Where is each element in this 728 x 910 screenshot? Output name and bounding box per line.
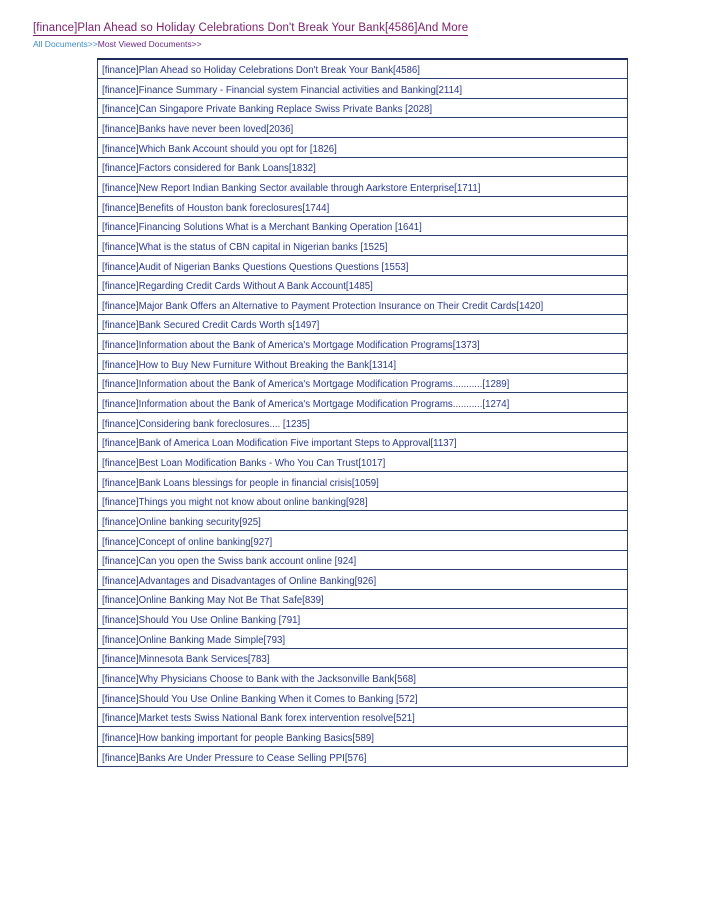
document-row	[98, 511, 628, 531]
document-link[interactable]: [finance]Information about the Bank of America's Mortgage Modification Programs...........[1274]	[102, 399, 510, 411]
document-cell	[98, 629, 628, 649]
document-cell	[98, 471, 628, 491]
document-row	[98, 138, 628, 158]
document-cell	[98, 138, 628, 158]
document-cell	[98, 373, 628, 393]
document-link[interactable]: [finance]Concept of online banking[927]	[102, 536, 273, 548]
document-cell	[98, 177, 628, 197]
document-row	[98, 59, 628, 79]
breadcrumb-most-viewed-link[interactable]: Most Viewed Documents>>	[97, 39, 202, 49]
document-row	[98, 98, 628, 118]
document-cell	[98, 452, 628, 472]
document-cell	[98, 79, 628, 99]
document-row	[98, 491, 628, 511]
document-cell	[98, 98, 628, 118]
document-row	[98, 79, 628, 99]
document-row	[98, 570, 628, 590]
document-row	[98, 216, 628, 236]
document-row	[98, 668, 628, 688]
document-link[interactable]: [finance]Online banking security[925]	[102, 516, 261, 528]
document-cell	[98, 648, 628, 668]
document-link[interactable]: [finance]Should You Use Online Banking When it Comes to Banking [572]	[102, 693, 418, 705]
document-cell	[98, 314, 628, 334]
document-link[interactable]: [finance]Can Singapore Private Banking Replace Swiss Private Banks [2028]	[102, 104, 433, 116]
document-cell	[98, 255, 628, 275]
document-link[interactable]: [finance]Bank of America Loan Modification Five important Steps to Approval[1137]	[102, 438, 457, 450]
document-cell	[98, 570, 628, 590]
document-link[interactable]: [finance]Major Bank Offers an Alternative to Payment Protection Insurance on Their Credit Cards[1420]	[102, 300, 544, 312]
document-row	[98, 373, 628, 393]
document-cell	[98, 157, 628, 177]
document-row	[98, 236, 628, 256]
document-link[interactable]: [finance]Banks have never been loved[2036]	[102, 124, 294, 136]
document-link[interactable]: [finance]Online Banking Made Simple[793]	[102, 634, 286, 646]
document-link[interactable]: [finance]Considering bank foreclosures.... [1235]	[102, 418, 310, 430]
document-link[interactable]: [finance]Factors considered for Bank Loans[1832]	[102, 163, 316, 175]
document-cell	[98, 707, 628, 727]
document-link[interactable]: [finance]How banking important for people Banking Basics[589]	[102, 732, 374, 744]
document-link[interactable]: [finance]New Report Indian Banking Sector available through Aarkstore Enterprise[1711]	[102, 182, 481, 194]
document-row	[98, 609, 628, 629]
document-row	[98, 629, 628, 649]
document-row	[98, 196, 628, 216]
document-link[interactable]: [finance]Regarding Credit Cards Without A Bank Account[1485]	[102, 281, 373, 293]
document-link[interactable]: [finance]Online Banking May Not Be That Safe[839]	[102, 595, 324, 607]
document-link[interactable]: [finance]Minnesota Bank Services[783]	[102, 654, 270, 666]
document-link[interactable]: [finance]Best Loan Modification Banks - Who You Can Trust[1017]	[102, 457, 386, 469]
document-row	[98, 118, 628, 138]
document-link[interactable]: [finance]Can you open the Swiss bank account online [924]	[102, 556, 357, 568]
document-row	[98, 550, 628, 570]
document-link[interactable]: [finance]What is the status of CBN capital in Nigerian banks [1525]	[102, 241, 388, 253]
document-link[interactable]: [finance]Plan Ahead so Holiday Celebrations Don't Break Your Bank[4586]	[102, 65, 420, 77]
document-cell	[98, 59, 628, 79]
document-row	[98, 255, 628, 275]
document-link[interactable]: [finance]Banks Are Under Pressure to Cease Selling PPI[576]	[102, 752, 367, 764]
document-row	[98, 452, 628, 472]
document-row	[98, 648, 628, 668]
document-row	[98, 530, 628, 550]
document-link[interactable]: [finance]Bank Loans blessings for people in financial crisis[1059]	[102, 477, 379, 489]
document-link[interactable]: [finance]Should You Use Online Banking [791]	[102, 615, 301, 627]
document-list	[97, 58, 628, 767]
document-link[interactable]: [finance]Information about the Bank of America's Mortgage Modification Programs...........[1289]	[102, 379, 510, 391]
document-link[interactable]: [finance]Benefits of Houston bank foreclosures[1744]	[102, 202, 330, 214]
document-row	[98, 275, 628, 295]
document-cell	[98, 118, 628, 138]
document-cell	[98, 550, 628, 570]
document-row	[98, 295, 628, 315]
document-link[interactable]: [finance]Which Bank Account should you opt for [1826]	[102, 143, 337, 155]
document-link[interactable]: [finance]Financing Solutions What is a Merchant Banking Operation [1641]	[102, 222, 422, 234]
document-cell	[98, 609, 628, 629]
document-cell	[98, 589, 628, 609]
breadcrumb-separator: >>	[87, 39, 98, 49]
document-cell	[98, 413, 628, 433]
document-cell	[98, 236, 628, 256]
document-cell	[98, 746, 628, 766]
document-cell	[98, 432, 628, 452]
document-link[interactable]: [finance]Information about the Bank of America's Mortgage Modification Programs[1373]	[102, 340, 480, 352]
document-row	[98, 589, 628, 609]
document-cell	[98, 727, 628, 747]
document-cell	[98, 668, 628, 688]
document-row	[98, 177, 628, 197]
document-link[interactable]: [finance]Market tests Swiss National Bank forex intervention resolve[521]	[102, 713, 415, 725]
document-link[interactable]: [finance]Things you might not know about online banking[928]	[102, 497, 368, 509]
document-cell	[98, 216, 628, 236]
document-cell	[98, 275, 628, 295]
document-cell	[98, 511, 628, 531]
breadcrumb-all-documents-link[interactable]: All Documents	[33, 39, 88, 49]
document-row	[98, 157, 628, 177]
document-link[interactable]: [finance]Why Physicians Choose to Bank with the Jacksonville Bank[568]	[102, 674, 416, 685]
document-cell	[98, 354, 628, 374]
document-link[interactable]: [finance]Bank Secured Credit Cards Worth s[1497]	[102, 320, 320, 332]
document-row	[98, 314, 628, 334]
document-cell	[98, 295, 628, 315]
page-title: [finance]Plan Ahead so Holiday Celebrations Don't Break Your Bank[4586]And More	[33, 22, 469, 34]
document-row	[98, 746, 628, 766]
document-link[interactable]: [finance]Audit of Nigerian Banks Questions Questions Questions [1553]	[102, 261, 409, 273]
document-row	[98, 688, 628, 708]
document-row	[98, 334, 628, 354]
document-row	[98, 354, 628, 374]
document-row	[98, 471, 628, 491]
document-cell	[98, 491, 628, 511]
document-row	[98, 707, 628, 727]
document-row	[98, 727, 628, 747]
document-cell	[98, 393, 628, 413]
document-row	[98, 432, 628, 452]
document-link[interactable]: [finance]Advantages and Disadvantages of Online Banking[926]	[102, 575, 377, 587]
document-link[interactable]: [finance]How to Buy New Furniture Without Breaking the Bank[1314]	[102, 359, 397, 371]
document-link[interactable]: [finance]Finance Summary - Financial system Financial activities and Banking[2114]	[102, 84, 463, 96]
document-cell	[98, 688, 628, 708]
document-cell	[98, 334, 628, 354]
document-row	[98, 413, 628, 433]
breadcrumb	[33, 39, 202, 49]
document-row	[98, 393, 628, 413]
document-cell	[98, 530, 628, 550]
document-cell	[98, 196, 628, 216]
